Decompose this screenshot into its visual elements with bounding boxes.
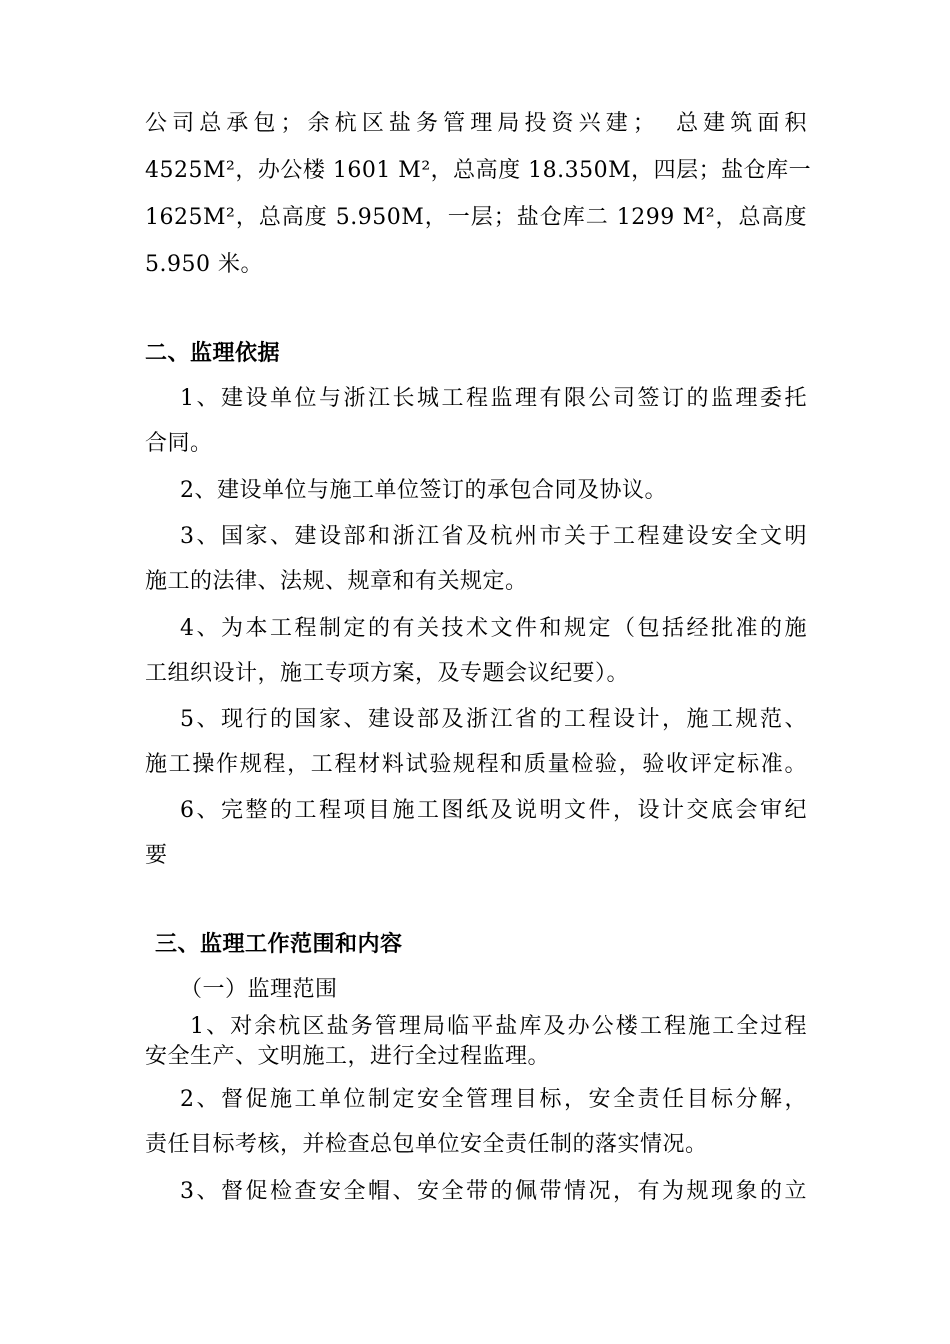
section2-item6-line2: 要 (145, 843, 168, 868)
section2-item6-line1: 6、完整的工程项目施工图纸及说明文件，设计交底会审纪 (180, 798, 807, 823)
section2-item5-line1: 5、现行的国家、建设部及浙江省的工程设计，施工规范、 (180, 707, 807, 732)
section2-item5-line2: 施工操作规程，工程材料试验规程和质量检验，验收评定标准。 (145, 752, 807, 777)
section2-item3-line2: 施工的法律、法规、规章和有关规定。 (145, 569, 528, 594)
intro-line-4: 5.950 米。 (145, 252, 263, 277)
section2-item1-line2: 合同。 (145, 431, 213, 456)
section2-item2: 2、建设单位与施工单位签订的承包合同及协议。 (180, 478, 667, 503)
section3-item1-line1: 1、对余杭区盐务管理局临平盐库及办公楼工程施工全过程 (190, 1014, 807, 1039)
section2-item1-line1: 1、建设单位与浙江长城工程监理有限公司签订的监理委托 (180, 386, 807, 411)
intro-line-2: 4525M²，办公楼 1601 M²，总高度 18.350M，四层；盐仓库一 (145, 158, 812, 183)
intro-line-1: 公司总承包；余杭区盐务管理局投资兴建； 总建筑面积 (145, 111, 807, 136)
section3-item1-line2: 安全生产、文明施工，进行全过程监理。 (145, 1044, 551, 1069)
section3-item2-line1: 2、督促施工单位制定安全管理目标，安全责任目标分解， (180, 1087, 807, 1112)
intro-line-3: 1625M²，总高度 5.950M，一层；盐仓库二 1299 M²，总高度 (145, 205, 807, 230)
section2-heading: 二、监理依据 (145, 341, 281, 366)
section3-subheading: （一）监理范围 (180, 977, 338, 1002)
section3-item3-line1: 3、督促检查安全帽、安全带的佩带情况，有为规现象的立 (180, 1179, 807, 1204)
section3-item2-line2: 责任目标考核，并检查总包单位安全责任制的落实情况。 (145, 1132, 708, 1157)
section2-item4-line1: 4、为本工程制定的有关技术文件和规定（包括经批准的施 (180, 616, 807, 641)
section2-item3-line1: 3、国家、建设部和浙江省及杭州市关于工程建设安全文明 (180, 524, 807, 549)
section3-heading: 三、监理工作范围和内容 (155, 932, 403, 957)
section2-item4-line2: 工组织设计，施工专项方案，及专题会议纪要）。 (145, 661, 630, 686)
